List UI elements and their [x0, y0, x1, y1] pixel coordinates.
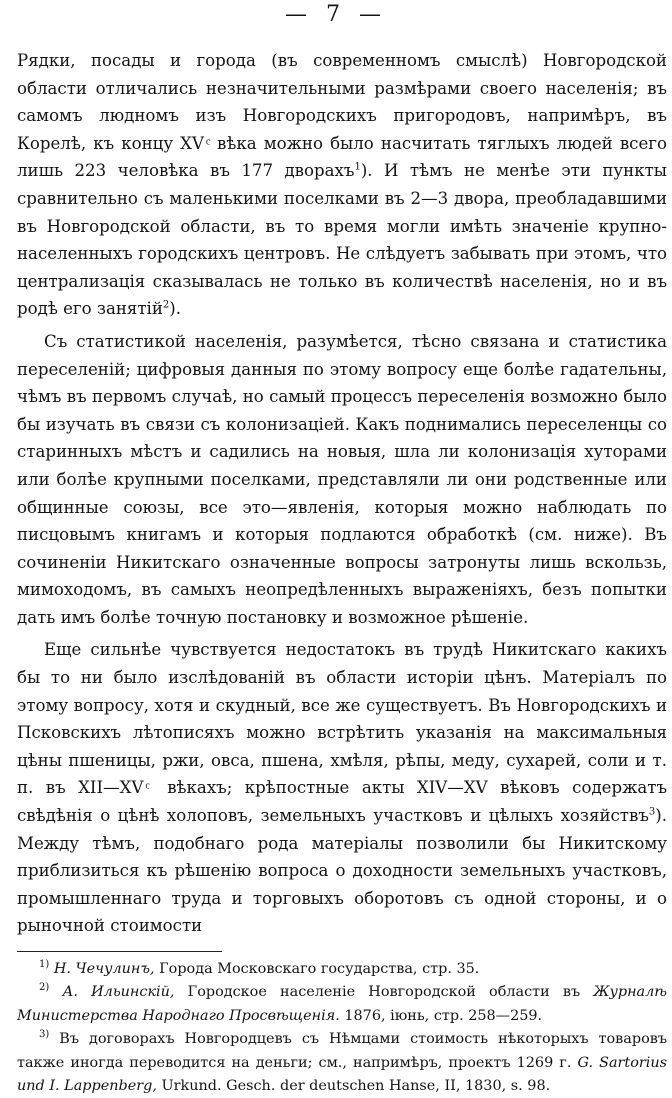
footnote-3-text: Въ договорахъ Новгородцевъ съ Нѣмцами стоимость нѣкоторыхъ товаровъ также иногда переводится на деньги; см., напримѣръ, проектъ 1269 г.: [17, 1031, 667, 1071]
footnote-ref-3[interactable]: 3: [648, 806, 656, 818]
paragraph-2: Съ статистикой населенія, разумѣется, тѣсно связана и статистика переселеній; цифровыя данныя по этому вопросу еще болѣе гадательны, чѣмъ въ первомъ случаѣ, но самый процессъ переселенія возможно было бы изучать въ связи съ колонизаціей. Какъ поднимались переселенцы со старинныхъ мѣстъ и садились на новыя, шла ли колонизація хуторами или болѣе крупными поселками, представляли ли они родственные или общинные союзы, все это—явленія, которыя можно наблюдать по писцовымъ книгамъ и которыя подлаются обработкѣ (см. ниже). Въ сочиненіи Никитскаго означенные вопросы затронуты лишь вскользь, мимоходомъ, въ самыхъ неопредѣленныхъ выраженіяхъ, безъ попытки дать имъ болѣе точную постановку и возможное рѣшеніе.: [17, 331, 667, 627]
paragraph-3-part-a: Еще сильнѣе чувствуется недостатокъ въ трудѣ Никитскаго какихъ бы то ни было изслѣдованій въ области исторіи цѣнъ. Матеріалъ по этому вопросу, хотя и скудный, все же существуетъ. Въ Новгородскихъ и Псковскихъ лѣтописяхъ можно встрѣтить указанія на максимальныя цѣны пшеницы, ржи, овса, пшена, хмѣля, рѣпы, меду, сухарей, соли и т. п. въ XII—XV ͨ вѣкахъ; крѣпостные акты XIV—XV вѣковъ содержатъ свѣдѣнія о цѣнѣ холоповъ, земельныхъ участковъ и цѣлыхъ хозяйствъ: [17, 640, 667, 826]
page-number: — 7 —: [285, 2, 387, 27]
footnote-1-number: 1): [39, 959, 50, 971]
footnote-1-author: Н. Чечулинъ,: [53, 961, 155, 977]
paragraph-1: [17, 47, 667, 323]
main-text: [17, 47, 667, 945]
footnote-2: [17, 981, 667, 1028]
paragraph-1-part-a: Рядки, посады и города (въ современномъ смыслѣ) Новгородской области отличались незначительными размѣрами своего населенія; въ самомъ людномъ изъ Новгородскихъ пригородовъ, напримѣръ, въ Корелѣ, къ концу XV ͨ вѣка можно было насчитать тяглыхъ людей всего лишь 223 человѣка въ 177 дворахъ: [17, 51, 667, 181]
paragraph-1-part-b: ). И тѣмъ не менѣе эти пункты сравнительно съ маленькими поселками въ 2—3 двора, преобладавшими въ Новгородской области, въ то время могли имѣть значеніе крупно-населенныхъ городскихъ центровъ. Не слѣдуетъ забывать при этомъ, что централизація сказывалась не только въ количествѣ населенія, но и въ родѣ его занятій: [17, 161, 667, 319]
footnote-3: [17, 1028, 667, 1098]
footnote-2-author: А. Ильинскій,: [62, 984, 175, 1001]
footnote-ref-2[interactable]: 2: [162, 299, 170, 311]
footnote-divider: [17, 951, 222, 952]
footnote-2-tail: 1876, іюнь, стр. 258—259.: [339, 1007, 543, 1024]
footnote-3-author: G. Sartorius und I. Lappenberg,: [17, 1054, 667, 1095]
paragraph-1-part-c: ).: [169, 299, 182, 319]
footnotes: [17, 958, 667, 1098]
footnote-ref-1[interactable]: 1: [354, 161, 361, 173]
paragraph-3-part-b: ). Между тѣмъ, подобнаго рода матеріалы позволили бы Никитскому приблизиться къ рѣшенію вопроса о доходности земельныхъ участковъ, промышленнаго труда и торговыхъ оборотовъ съ одной стороны, и о рыночной стоимости: [17, 806, 667, 936]
footnote-3-tail: Urkund. Gesch. der deutschen Hanse, II, 1830, s. 98.: [156, 1078, 551, 1095]
paragraph-3: [17, 636, 667, 940]
footnote-3-number: 3): [39, 1029, 50, 1041]
footnote-2-text: Городское населеніе Новгородской области въ: [174, 984, 594, 1001]
footnote-2-number: 2): [39, 982, 50, 994]
footnote-2-journal: Журналѣ Министерства Народнаго Просвѣщенія.: [17, 984, 667, 1024]
footnote-1-text: Города Московскаго государства, стр. 35.: [154, 961, 480, 977]
footnote-1: [17, 958, 667, 981]
